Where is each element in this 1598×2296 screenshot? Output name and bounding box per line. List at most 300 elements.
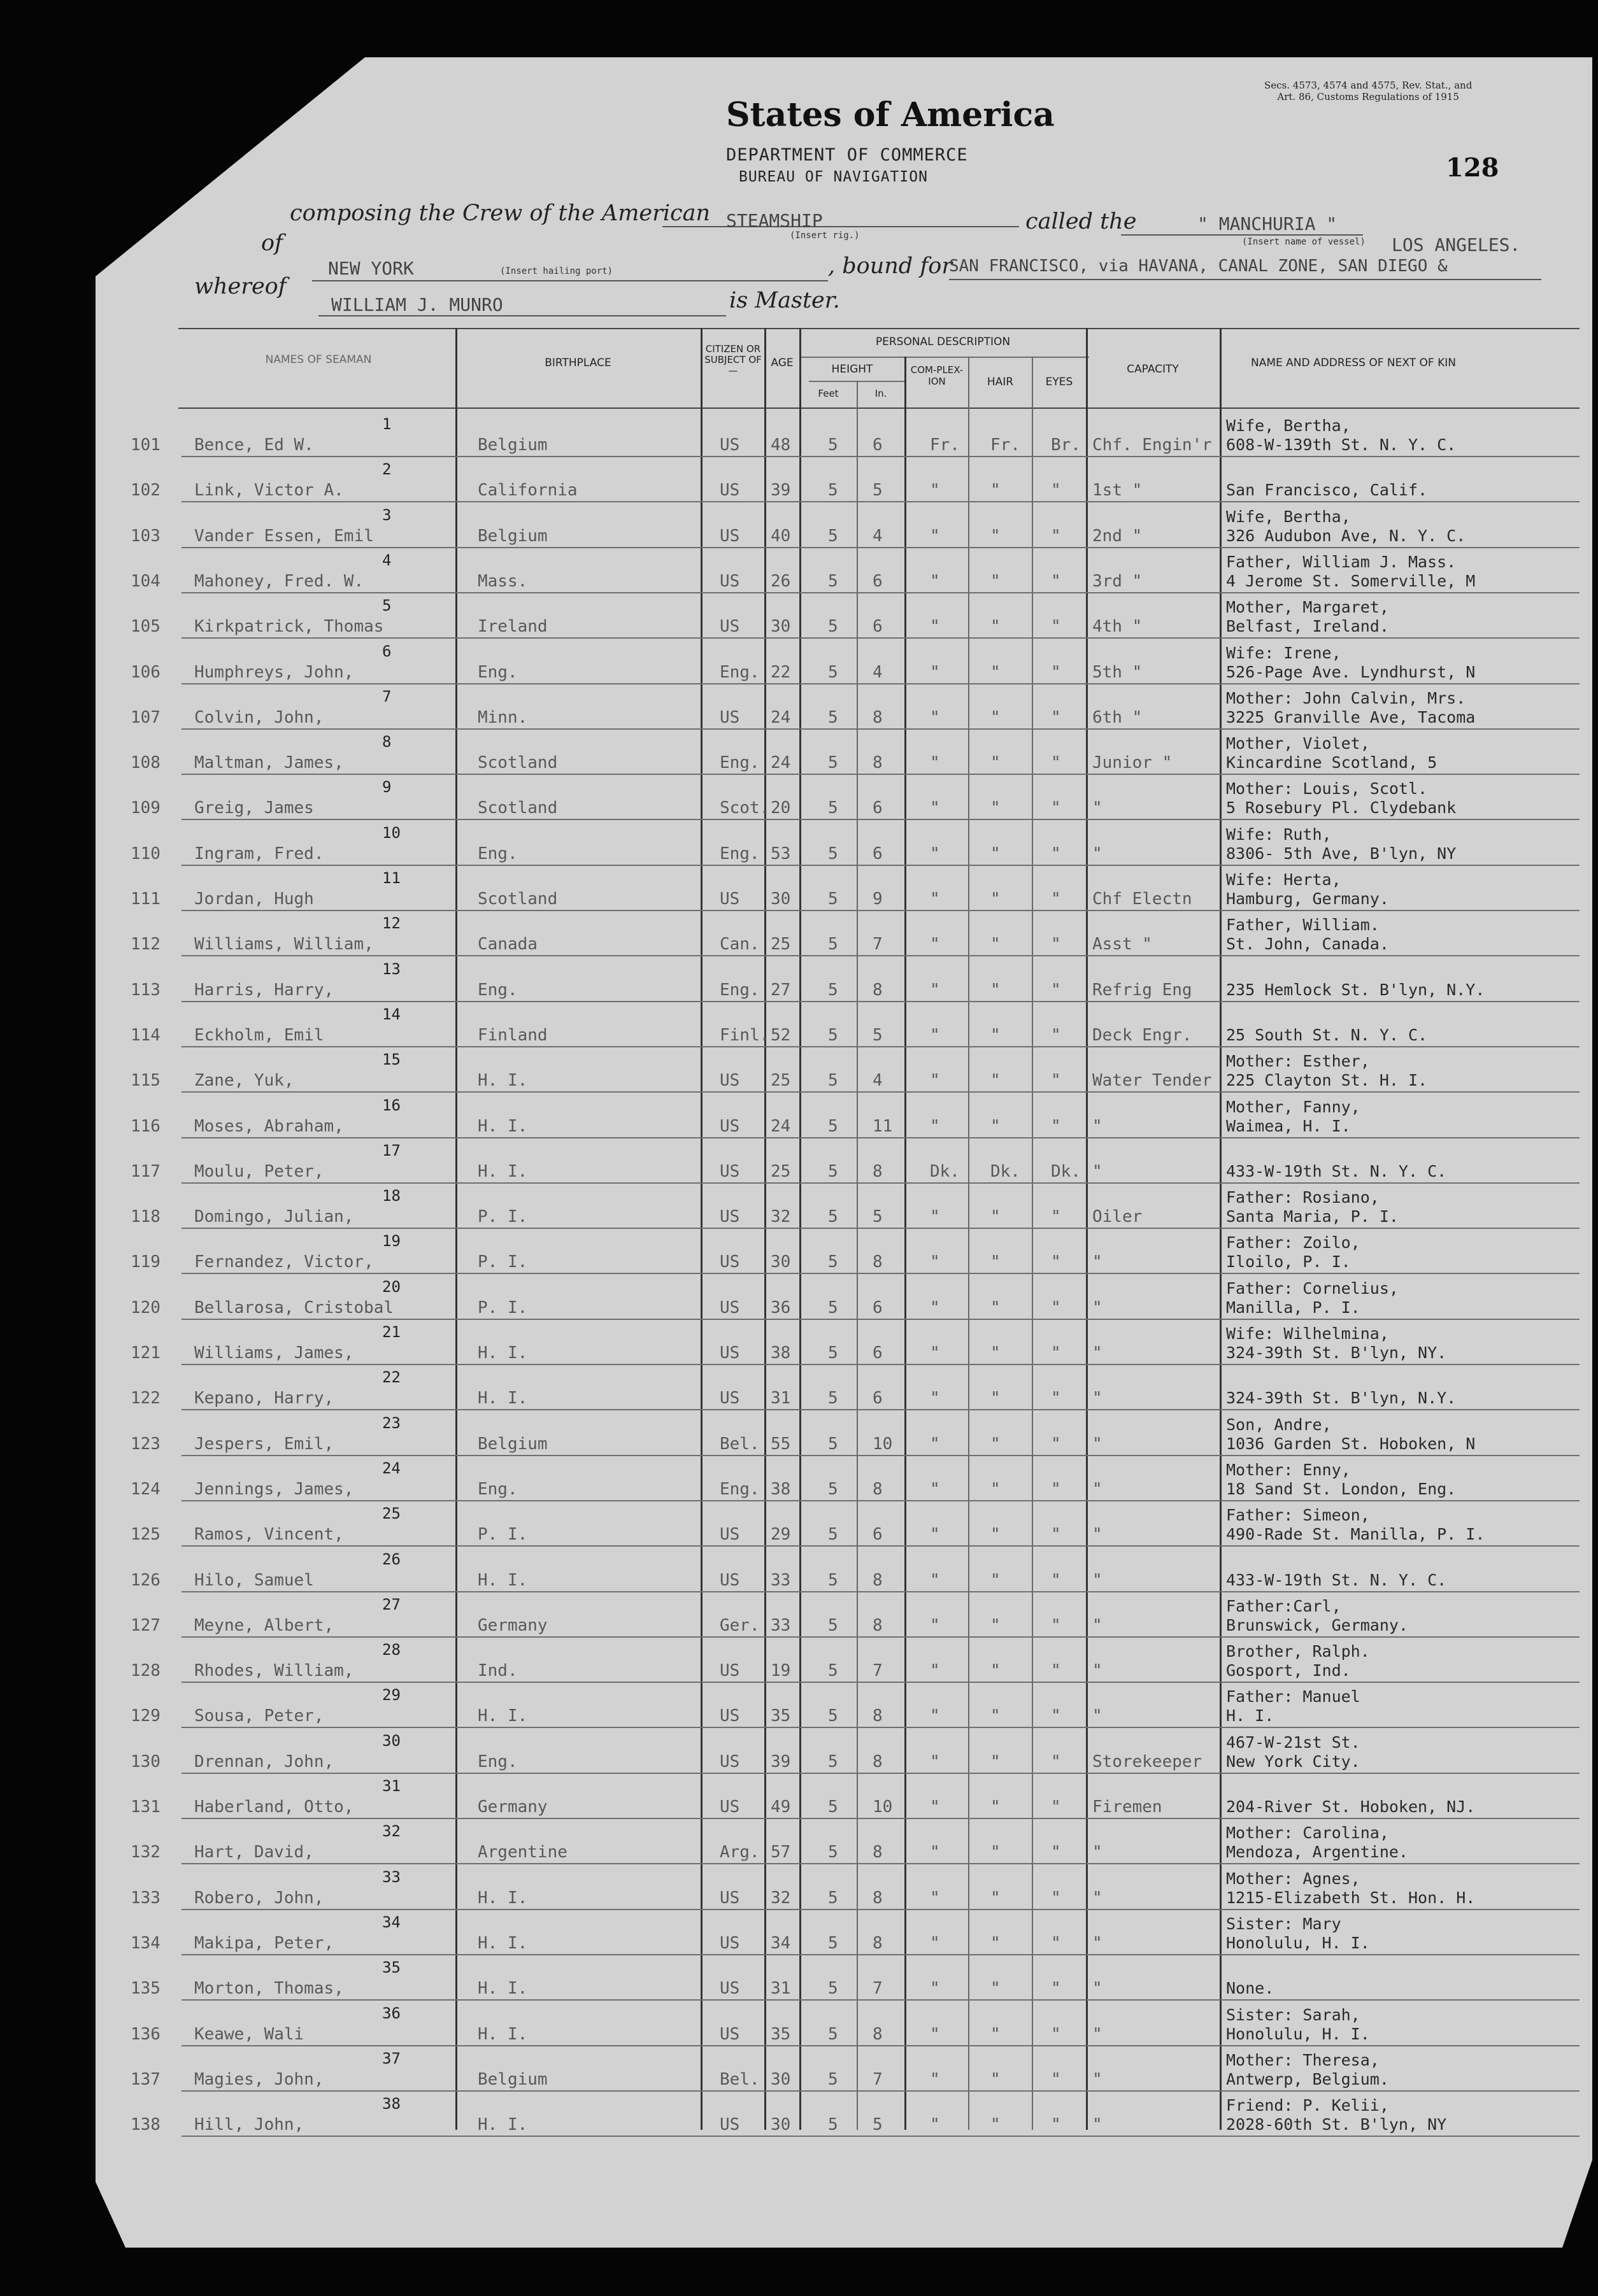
citizenship: US: [720, 1661, 740, 1681]
birthplace: Eng.: [478, 980, 518, 1000]
row-divider: [182, 1818, 1580, 1819]
birthplace: Finland: [478, 1025, 548, 1045]
eyes: ": [1051, 753, 1061, 773]
row-number: 21: [382, 1323, 401, 1341]
next-of-kin-address: Waimea, H. I.: [1226, 1116, 1351, 1135]
capacity: ": [1092, 2115, 1102, 2135]
hair: ": [990, 1389, 1001, 1408]
complexion: ": [930, 844, 940, 863]
birthplace: California: [478, 481, 578, 500]
height-feet: 5: [828, 1843, 838, 1862]
next-of-kin-name: Wife, Bertha,: [1226, 416, 1351, 435]
age: 30: [771, 1252, 791, 1272]
complexion: ": [930, 1979, 940, 1999]
bureau-name: BUREAU OF NAVIGATION: [739, 169, 928, 185]
row-left-number: 103: [131, 526, 161, 546]
capacity: Oiler: [1092, 1207, 1143, 1227]
hair: ": [990, 844, 1001, 863]
birthplace: Ireland: [478, 617, 548, 637]
col-age-header: AGE: [771, 357, 794, 369]
complexion: ": [930, 753, 940, 773]
height-feet: 5: [828, 662, 838, 682]
capacity: ": [1092, 798, 1102, 818]
row-divider: [182, 2090, 1580, 2092]
row-divider: [182, 1682, 1580, 1683]
height-feet: 5: [828, 526, 838, 546]
hailing-port-note: (Insert hailing port): [500, 266, 613, 276]
height-inches: 8: [873, 1479, 883, 1499]
citizenship: US: [720, 1207, 740, 1227]
birthplace: Eng.: [478, 844, 518, 863]
next-of-kin-address: 18 Sand St. London, Eng.: [1226, 1479, 1457, 1498]
capacity: Chf Electn: [1092, 889, 1192, 909]
complexion: ": [930, 1615, 940, 1635]
row-number: 20: [382, 1277, 401, 1296]
row-divider: [182, 1319, 1580, 1320]
hair: ": [990, 1888, 1001, 1908]
next-of-kin-name: Mother: Louis, Scotl.: [1226, 779, 1428, 798]
height-feet: 5: [828, 1661, 838, 1681]
seaman-name: Kirkpatrick, Thomas: [194, 617, 384, 637]
eyes: ": [1051, 2115, 1061, 2135]
seaman-name: Link, Victor A.: [194, 481, 344, 500]
eyes: ": [1051, 1570, 1061, 1590]
age: 52: [771, 1025, 791, 1045]
citizenship: US: [720, 889, 740, 909]
height-inches: 10: [873, 1434, 893, 1454]
complexion: ": [930, 2115, 940, 2135]
height-feet: 5: [828, 571, 838, 591]
next-of-kin-address: Antwerp, Belgium.: [1226, 2069, 1389, 2088]
eyes: Dk.: [1051, 1161, 1081, 1181]
height-feet: 5: [828, 1479, 838, 1499]
next-of-kin-address: Manilla, P. I.: [1226, 1298, 1360, 1317]
birthplace: Mass.: [478, 571, 528, 591]
capacity: 3rd ": [1092, 571, 1143, 591]
age: 33: [771, 1570, 791, 1590]
next-of-kin-address: Belfast, Ireland.: [1226, 617, 1389, 636]
complexion: ": [930, 526, 940, 546]
row-divider: [182, 456, 1580, 457]
col-hair-header: HAIR: [987, 376, 1014, 388]
capacity: Chf. Engin'r: [1092, 436, 1212, 455]
hair: ": [990, 1933, 1001, 1953]
height-inches: 8: [873, 1615, 883, 1635]
next-of-kin-name: Father: Manuel: [1226, 1687, 1360, 1706]
seaman-name: Vander Essen, Emil: [194, 526, 374, 546]
row-left-number: 107: [131, 707, 161, 727]
height-feet: 5: [828, 617, 838, 637]
row-left-number: 136: [131, 2024, 161, 2044]
age: 31: [771, 1979, 791, 1999]
complexion: ": [930, 1570, 940, 1590]
row-divider: [182, 1591, 1580, 1592]
citizenship: Arg.: [720, 1843, 760, 1862]
age: 38: [771, 1479, 791, 1499]
citizenship: US: [720, 1570, 740, 1590]
citizenship: Bel.: [720, 2069, 760, 2089]
eyes: ": [1051, 707, 1061, 727]
row-divider: [182, 637, 1580, 639]
destination: SAN FRANCISCO, via HAVANA, CANAL ZONE, SAN DIEGO &: [949, 257, 1448, 276]
citizenship: Eng.: [720, 1479, 760, 1499]
capacity: Asst ": [1092, 935, 1152, 954]
department-name: DEPARTMENT OF COMMERCE: [726, 145, 968, 165]
citizenship: US: [720, 1979, 740, 1999]
next-of-kin-address: 433-W-19th St. N. Y. C.: [1226, 1161, 1447, 1180]
citizenship: US: [720, 617, 740, 637]
row-divider: [182, 547, 1580, 548]
next-of-kin-name: Father, William J. Mass.: [1226, 552, 1457, 571]
capacity: ": [1092, 1570, 1102, 1590]
row-divider: [182, 819, 1580, 820]
seaman-name: Kepano, Harry,: [194, 1389, 334, 1408]
birthplace: Scotland: [478, 798, 558, 818]
row-divider: [182, 2136, 1580, 2137]
next-of-kin-address: Santa Maria, P. I.: [1226, 1207, 1399, 1226]
row-left-number: 121: [131, 1343, 161, 1363]
birthplace: Minn.: [478, 707, 528, 727]
hair: ": [990, 1116, 1001, 1136]
birthplace: Eng.: [478, 1752, 518, 1771]
capacity: Firemen: [1092, 1797, 1162, 1817]
hair: ": [990, 889, 1001, 909]
height-feet: 5: [828, 2024, 838, 2044]
row-divider: [182, 1863, 1580, 1864]
row-number: 4: [382, 551, 392, 569]
hair: ": [990, 1843, 1001, 1862]
row-number: 24: [382, 1459, 401, 1477]
called-the-label: called the: [1025, 209, 1137, 234]
row-left-number: 120: [131, 1298, 161, 1317]
age: 35: [771, 2024, 791, 2044]
row-divider: [182, 1001, 1580, 1002]
complexion: ": [930, 1116, 940, 1136]
height-inches: 8: [873, 1161, 883, 1181]
height-inches: 4: [873, 1071, 883, 1091]
row-left-number: 117: [131, 1161, 161, 1181]
hair: ": [990, 1479, 1001, 1499]
col-height-header: HEIGHT: [831, 363, 873, 376]
capacity: ": [1092, 1479, 1102, 1499]
age: 34: [771, 1933, 791, 1953]
age: 24: [771, 753, 791, 773]
height-inches: 8: [873, 1933, 883, 1953]
row-left-number: 118: [131, 1207, 161, 1227]
citizenship: US: [720, 2115, 740, 2135]
complexion: ": [930, 1389, 940, 1408]
next-of-kin-name: 467-W-21st St.: [1226, 1733, 1360, 1752]
seaman-name: Fernandez, Victor,: [194, 1252, 374, 1272]
height-inches: 10: [873, 1797, 893, 1817]
height-feet: 5: [828, 1933, 838, 1953]
complexion: ": [930, 481, 940, 500]
eyes: ": [1051, 935, 1061, 954]
eyes: ": [1051, 1979, 1061, 1999]
col-birthplace-header: BIRTHPLACE: [545, 357, 611, 369]
seaman-name: Humphreys, John,: [194, 662, 354, 682]
citizenship: US: [720, 1752, 740, 1771]
eyes: ": [1051, 1434, 1061, 1454]
row-number: 37: [382, 2049, 401, 2067]
age: 25: [771, 935, 791, 954]
capacity: ": [1092, 1933, 1102, 1953]
complexion: ": [930, 1525, 940, 1545]
row-left-number: 128: [131, 1661, 161, 1681]
eyes: ": [1051, 2069, 1061, 2089]
row-number: 5: [382, 597, 392, 615]
col-inches-header: In.: [874, 388, 887, 399]
complexion: ": [930, 1071, 940, 1091]
hair: ": [990, 1434, 1001, 1454]
birthplace: H. I.: [478, 1933, 528, 1953]
age: 30: [771, 2115, 791, 2135]
next-of-kin-name: Mother, Violet,: [1226, 734, 1370, 753]
seaman-name: Moses, Abraham,: [194, 1116, 344, 1136]
citizenship: US: [720, 1888, 740, 1908]
age: 35: [771, 1706, 791, 1726]
seaman-name: Rhodes, William,: [194, 1661, 354, 1681]
row-left-number: 125: [131, 1525, 161, 1545]
col-capacity-header: CAPACITY: [1127, 363, 1179, 376]
birthplace: Germany: [478, 1615, 548, 1635]
hair: ": [990, 1207, 1001, 1227]
row-left-number: 129: [131, 1706, 161, 1726]
complexion: Dk.: [930, 1161, 960, 1181]
age: 31: [771, 1389, 791, 1408]
row-number: 9: [382, 778, 392, 797]
hair: ": [990, 617, 1001, 637]
next-of-kin-address: Honolulu, H. I.: [1226, 1933, 1370, 1952]
next-of-kin-address: 608-W-139th St. N. Y. C.: [1226, 436, 1457, 454]
capacity: ": [1092, 1706, 1102, 1726]
row-left-number: 114: [131, 1025, 161, 1045]
citizenship: US: [720, 436, 740, 455]
seaman-name: Meyne, Albert,: [194, 1615, 334, 1635]
row-divider: [182, 1773, 1580, 1774]
eyes: ": [1051, 617, 1061, 637]
row-number: 15: [382, 1051, 401, 1069]
citizenship: US: [720, 707, 740, 727]
vessel-name-note: (Insert name of vessel): [1242, 237, 1366, 247]
height-feet: 5: [828, 1389, 838, 1408]
seaman-name: Mahoney, Fred. W.: [194, 571, 364, 591]
seaman-name: Hill, John,: [194, 2115, 304, 2135]
row-number: 25: [382, 1505, 401, 1523]
next-of-kin-name: Father, William.: [1226, 916, 1380, 935]
row-left-number: 133: [131, 1888, 161, 1908]
height-feet: 5: [828, 1434, 838, 1454]
next-of-kin-address: H. I.: [1226, 1706, 1274, 1726]
vessel-type: STEAMSHIP: [726, 210, 823, 231]
birthplace: H. I.: [478, 1389, 528, 1408]
eyes: ": [1051, 1888, 1061, 1908]
eyes: ": [1051, 798, 1061, 818]
height-feet: 5: [828, 1615, 838, 1635]
citizenship: US: [720, 1116, 740, 1136]
birthplace: Ind.: [478, 1661, 518, 1681]
seaman-name: Williams, William,: [194, 935, 374, 954]
height-inches: 8: [873, 980, 883, 1000]
age: 39: [771, 481, 791, 500]
row-left-number: 116: [131, 1116, 161, 1136]
citizenship: US: [720, 1933, 740, 1953]
age: 33: [771, 1615, 791, 1635]
complexion: Fr.: [930, 436, 960, 455]
capacity: Storekeeper: [1092, 1752, 1202, 1771]
capacity: ": [1092, 844, 1102, 863]
eyes: ": [1051, 1479, 1061, 1499]
eyes: ": [1051, 1752, 1061, 1771]
age: 20: [771, 798, 791, 818]
next-of-kin-name: Mother, Fanny,: [1226, 1097, 1360, 1116]
hair: ": [990, 526, 1001, 546]
height-inches: 6: [873, 1389, 883, 1408]
seaman-name: Haberland, Otto,: [194, 1797, 354, 1817]
birthplace: Argentine: [478, 1843, 567, 1862]
hair: ": [990, 753, 1001, 773]
row-number: 32: [382, 1822, 401, 1841]
row-left-number: 102: [131, 481, 161, 500]
age: 27: [771, 980, 791, 1000]
citizenship: US: [720, 1343, 740, 1363]
row-number: 14: [382, 1005, 401, 1023]
next-of-kin-address: 25 South St. N. Y. C.: [1226, 1025, 1428, 1044]
birthplace: H. I.: [478, 1071, 528, 1091]
birthplace: P. I.: [478, 1207, 528, 1227]
height-inches: 5: [873, 481, 883, 500]
citizenship: Eng.: [720, 844, 760, 863]
age: 24: [771, 1116, 791, 1136]
seaman-name: Robero, John,: [194, 1888, 324, 1908]
birthplace: Canada: [478, 935, 538, 954]
birthplace: Scotland: [478, 889, 558, 909]
eyes: ": [1051, 1706, 1061, 1726]
capacity: 6th ": [1092, 707, 1143, 727]
height-feet: 5: [828, 2115, 838, 2135]
row-left-number: 127: [131, 1615, 161, 1635]
height-inches: 8: [873, 707, 883, 727]
next-of-kin-name: Friend: P. Kelii,: [1226, 2096, 1389, 2115]
age: 25: [771, 1161, 791, 1181]
birthplace: P. I.: [478, 1525, 528, 1545]
height-feet: 5: [828, 1797, 838, 1817]
row-divider: [182, 1954, 1580, 1955]
capacity: ": [1092, 1161, 1102, 1181]
height-inches: 6: [873, 1298, 883, 1317]
complexion: ": [930, 1207, 940, 1227]
eyes: ": [1051, 1797, 1061, 1817]
birthplace: Belgium: [478, 526, 548, 546]
height-feet: 5: [828, 1525, 838, 1545]
height-feet: 5: [828, 436, 838, 455]
seaman-name: Bence, Ed W.: [194, 436, 314, 455]
row-number: 31: [382, 1777, 401, 1795]
capacity: ": [1092, 1525, 1102, 1545]
complexion: ": [930, 617, 940, 637]
col-eyes-header: EYES: [1045, 376, 1073, 388]
row-number: 8: [382, 733, 392, 751]
col-complexion-header: COM-PLEX-ION: [910, 364, 964, 387]
hair: ": [990, 1298, 1001, 1317]
citizenship: Ger.: [720, 1615, 760, 1635]
capacity: 2nd ": [1092, 526, 1143, 546]
height-feet: 5: [828, 1570, 838, 1590]
next-of-kin-name: Father:Carl,: [1226, 1596, 1341, 1615]
seaman-name: Zane, Yuk,: [194, 1071, 294, 1091]
seaman-name: Moulu, Peter,: [194, 1161, 324, 1181]
next-of-kin-address: Honolulu, H. I.: [1226, 2024, 1370, 2043]
next-of-kin-address: New York City.: [1226, 1752, 1360, 1771]
height-inches: 8: [873, 753, 883, 773]
hair: ": [990, 1661, 1001, 1681]
seaman-name: Domingo, Julian,: [194, 1207, 354, 1227]
next-of-kin-address: Kincardine Scotland, 5: [1226, 753, 1437, 772]
seaman-name: Maltman, James,: [194, 753, 344, 773]
complexion: ": [930, 1797, 940, 1817]
birthplace: H. I.: [478, 1161, 528, 1181]
next-of-kin-name: Mother, Margaret,: [1226, 598, 1389, 617]
row-number: 2: [382, 460, 392, 479]
row-number: 3: [382, 506, 392, 524]
eyes: ": [1051, 1071, 1061, 1091]
hair: ": [990, 1979, 1001, 1999]
birthplace: Eng.: [478, 1479, 518, 1499]
row-divider: [182, 865, 1580, 866]
hair: ": [990, 935, 1001, 954]
is-master-label: is Master.: [729, 288, 840, 313]
next-of-kin-name: Mother: Enny,: [1226, 1460, 1351, 1479]
capacity: Deck Engr.: [1092, 1025, 1192, 1045]
height-inches: 8: [873, 1252, 883, 1272]
height-inches: 6: [873, 1525, 883, 1545]
row-left-number: 115: [131, 1071, 161, 1091]
next-of-kin-address: San Francisco, Calif.: [1226, 481, 1428, 500]
row-left-number: 126: [131, 1570, 161, 1590]
next-of-kin-address: 225 Clayton St. H. I.: [1226, 1071, 1428, 1090]
age: 30: [771, 617, 791, 637]
col-name-header: NAMES OF SEAMAN: [265, 353, 372, 366]
next-of-kin-name: Mother: Esther,: [1226, 1052, 1370, 1071]
hair: Fr.: [990, 436, 1020, 455]
hair: ": [990, 1797, 1001, 1817]
hair: ": [990, 707, 1001, 727]
height-feet: 5: [828, 1706, 838, 1726]
complexion: ": [930, 1661, 940, 1681]
height-feet: 5: [828, 753, 838, 773]
age: 22: [771, 662, 791, 682]
height-feet: 5: [828, 1343, 838, 1363]
seaman-name: Ramos, Vincent,: [194, 1525, 344, 1545]
eyes: ": [1051, 662, 1061, 682]
row-left-number: 108: [131, 753, 161, 773]
citizenship: Bel.: [720, 1434, 760, 1454]
seaman-name: Jespers, Emil,: [194, 1434, 334, 1454]
row-number: 16: [382, 1096, 401, 1114]
height-feet: 5: [828, 1116, 838, 1136]
height-feet: 5: [828, 889, 838, 909]
height-feet: 5: [828, 1888, 838, 1908]
height-inches: 8: [873, 1570, 883, 1590]
height-feet: 5: [828, 1071, 838, 1091]
seaman-name: Makipa, Peter,: [194, 1933, 334, 1953]
next-of-kin-address: 204-River St. Hoboken, NJ.: [1226, 1797, 1476, 1816]
complexion: ": [930, 2024, 940, 2044]
row-divider: [182, 1182, 1580, 1184]
row-divider: [182, 1455, 1580, 1456]
eyes: ": [1051, 1933, 1061, 1953]
height-feet: 5: [828, 1025, 838, 1045]
